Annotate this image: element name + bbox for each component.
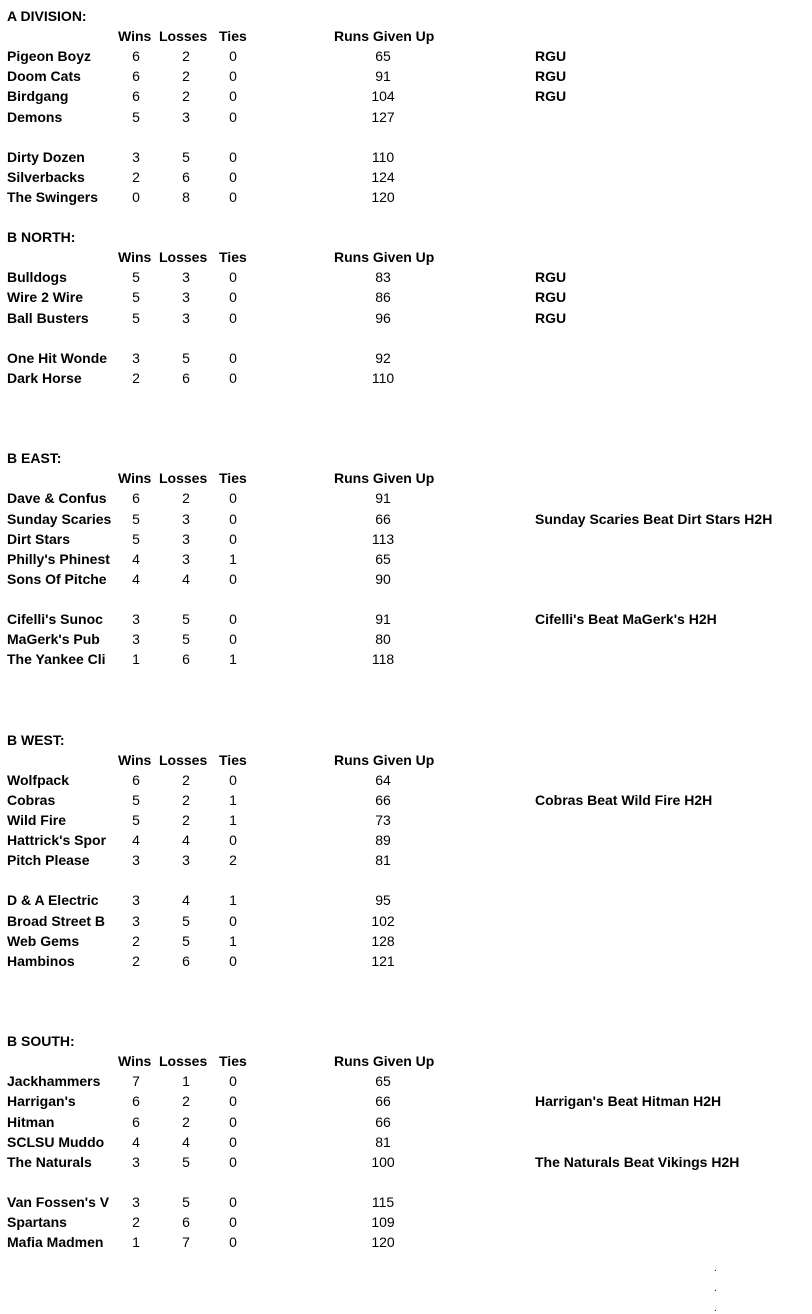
team-wins: 4 (132, 832, 140, 849)
team-row (0, 1091, 812, 1111)
team-row (0, 348, 812, 368)
team-wins: 2 (132, 932, 140, 949)
team-losses: 2 (182, 88, 190, 105)
team-row (0, 66, 812, 86)
team-wins: 6 (132, 68, 140, 85)
team-losses: 3 (182, 309, 190, 326)
team-runs-given-up: 64 (375, 771, 391, 788)
runs-given-up-header: Runs Given Up (334, 1053, 435, 1070)
team-runs-given-up: 109 (371, 1214, 395, 1230)
team-ties: 0 (229, 369, 237, 386)
team-runs-given-up: 118 (371, 651, 395, 668)
team-losses: 5 (182, 631, 190, 648)
team-wins: 1 (132, 651, 140, 668)
team-ties: 0 (229, 68, 237, 85)
team-ties: 0 (229, 771, 237, 788)
team-name: Dark Horse (7, 369, 82, 386)
team-runs-given-up: 102 (371, 912, 395, 929)
team-wins: 6 (132, 48, 140, 65)
team-row (0, 1152, 812, 1172)
runs-given-up-header: Runs Given Up (334, 751, 435, 768)
team-wins: 5 (132, 309, 140, 326)
team-row (0, 609, 812, 629)
team-wins: 5 (132, 812, 140, 828)
team-wins: 1 (132, 1234, 140, 1251)
team-ties: 0 (229, 309, 237, 326)
team-name: Jackhammers (7, 1073, 101, 1090)
wins-header: Wins (118, 249, 152, 266)
team-name: The Naturals (7, 1153, 92, 1170)
runs-given-up-header: Runs Given Up (334, 28, 435, 45)
team-runs-given-up: 83 (375, 269, 391, 286)
team-row (0, 1192, 812, 1212)
team-name: Dirt Stars (7, 530, 71, 547)
team-name: Cobras (7, 791, 56, 808)
team-runs-given-up: 113 (371, 530, 395, 547)
team-name: Harrigan's (7, 1093, 76, 1110)
team-wins: 3 (132, 852, 140, 869)
losses-header: Losses (159, 751, 208, 768)
team-wins: 7 (132, 1073, 140, 1090)
team-ties: 0 (229, 510, 237, 527)
team-runs-given-up: 120 (371, 1234, 395, 1251)
tiebreak-note: RGU (535, 269, 567, 286)
team-losses: 5 (182, 349, 190, 366)
team-losses: 6 (182, 952, 190, 969)
team-ties: 0 (229, 88, 237, 105)
team-row (0, 911, 812, 931)
team-name: D & A Electric (7, 892, 99, 909)
team-losses: 5 (182, 611, 190, 627)
team-wins: 2 (132, 168, 140, 185)
team-row (0, 167, 812, 187)
ties-header: Ties (219, 470, 247, 487)
wins-header: Wins (118, 470, 152, 487)
team-runs-given-up: 96 (375, 309, 391, 326)
team-wins: 4 (132, 570, 140, 587)
team-name: Sunday Scaries (7, 510, 112, 527)
team-wins: 3 (132, 892, 140, 909)
tiebreak-note: RGU (535, 88, 567, 105)
team-wins: 6 (132, 88, 140, 105)
losses-header: Losses (159, 249, 208, 266)
tiebreak-note: RGU (535, 68, 567, 85)
team-losses: 4 (182, 1133, 190, 1150)
team-ties: 0 (229, 1113, 237, 1130)
team-ties: 0 (229, 1193, 237, 1210)
team-runs-given-up: 89 (375, 832, 391, 849)
team-ties: 1 (229, 791, 237, 808)
team-name: Van Fossen's V (7, 1193, 110, 1210)
team-wins: 2 (132, 952, 140, 969)
team-row (0, 790, 812, 810)
team-losses: 2 (182, 771, 190, 788)
team-wins: 6 (132, 1093, 140, 1110)
team-name: Broad Street B (7, 912, 106, 929)
team-name: Mafia Madmen (7, 1234, 104, 1251)
team-row (0, 509, 812, 529)
team-ties: 0 (229, 912, 237, 929)
team-losses: 5 (182, 932, 190, 949)
tiebreak-note: RGU (535, 289, 567, 306)
team-row (0, 287, 812, 307)
team-ties: 0 (229, 1133, 237, 1150)
team-row (0, 1232, 812, 1252)
team-row (0, 368, 812, 388)
team-losses: 5 (182, 1153, 190, 1170)
team-wins: 3 (132, 631, 140, 648)
team-losses: 3 (182, 269, 190, 286)
team-losses: 6 (182, 651, 190, 668)
team-name: Pitch Please (7, 852, 90, 869)
ties-header: Ties (219, 28, 247, 45)
team-runs-given-up: 124 (371, 168, 395, 185)
team-name: Spartans (7, 1214, 67, 1230)
team-runs-given-up: 66 (375, 791, 391, 808)
tiebreak-note: RGU (535, 309, 567, 326)
team-ties: 0 (229, 530, 237, 547)
team-wins: 5 (132, 108, 140, 125)
team-runs-given-up: 65 (375, 550, 391, 567)
team-wins: 0 (132, 188, 140, 205)
division-title-row (0, 6, 812, 26)
team-wins: 5 (132, 791, 140, 808)
team-runs-given-up: 86 (375, 289, 391, 306)
team-row (0, 529, 812, 549)
team-name: Cifelli's Sunoc (7, 611, 103, 627)
team-runs-given-up: 91 (375, 490, 391, 507)
team-losses: 4 (182, 892, 190, 909)
team-name: Hitman (7, 1113, 55, 1130)
team-runs-given-up: 91 (375, 68, 391, 85)
team-losses: 3 (182, 108, 190, 125)
team-row (0, 187, 812, 207)
team-wins: 6 (132, 1113, 140, 1130)
division-title: B EAST: (7, 450, 62, 467)
division-title: A DIVISION: (7, 8, 87, 24)
team-ties: 0 (229, 349, 237, 366)
team-ties: 0 (229, 832, 237, 849)
team-row (0, 649, 812, 669)
team-wins: 4 (132, 550, 140, 567)
team-name: One Hit Wonde (7, 349, 108, 366)
team-runs-given-up: 91 (375, 611, 391, 627)
tiebreak-note: Cobras Beat Wild Fire H2H (535, 791, 713, 808)
team-name: Pigeon Boyz (7, 48, 92, 65)
team-losses: 1 (182, 1073, 190, 1090)
team-runs-given-up: 115 (371, 1193, 395, 1210)
team-runs-given-up: 81 (375, 1133, 391, 1150)
team-losses: 2 (182, 68, 190, 85)
team-row (0, 569, 812, 589)
team-runs-given-up: 92 (375, 349, 391, 366)
runs-given-up-header: Runs Given Up (334, 249, 435, 266)
division-title-row (0, 730, 812, 750)
wins-header: Wins (118, 28, 152, 45)
team-losses: 8 (182, 188, 190, 205)
team-wins: 5 (132, 510, 140, 527)
team-name: Hattrick's Spor (7, 832, 107, 849)
team-wins: 5 (132, 289, 140, 306)
team-losses: 6 (182, 369, 190, 386)
team-losses: 5 (182, 1193, 190, 1210)
team-row (0, 890, 812, 910)
team-row (0, 549, 812, 569)
team-ties: 1 (229, 932, 237, 949)
team-ties: 0 (229, 269, 237, 286)
team-wins: 2 (132, 369, 140, 386)
team-runs-given-up: 90 (375, 570, 391, 587)
team-runs-given-up: 66 (375, 1113, 391, 1130)
team-ties: 0 (229, 188, 237, 205)
wins-header: Wins (118, 1053, 152, 1070)
team-row (0, 1071, 812, 1091)
team-runs-given-up: 95 (375, 892, 391, 909)
team-runs-given-up: 100 (371, 1153, 395, 1170)
team-losses: 4 (182, 570, 190, 587)
team-losses: 3 (182, 289, 190, 306)
column-header-row (0, 750, 812, 770)
team-ties: 0 (229, 1214, 237, 1230)
team-losses: 5 (182, 148, 190, 165)
tiebreak-note: RGU (535, 48, 567, 65)
team-runs-given-up: 110 (371, 148, 395, 165)
team-losses: 3 (182, 530, 190, 547)
team-name: Birdgang (7, 88, 69, 105)
team-ties: 0 (229, 148, 237, 165)
team-name: Philly's Phinest (7, 550, 110, 567)
team-ties: 2 (229, 852, 237, 869)
team-row (0, 629, 812, 649)
runs-given-up-header: Runs Given Up (334, 470, 435, 487)
team-ties: 0 (229, 611, 237, 627)
team-ties: 0 (229, 952, 237, 969)
team-runs-given-up: 104 (371, 88, 395, 105)
team-runs-given-up: 65 (375, 48, 391, 65)
tiebreak-note: Sunday Scaries Beat Dirt Stars H2H (535, 510, 773, 527)
team-ties: 1 (229, 812, 237, 828)
team-row (0, 267, 812, 287)
team-name: The Yankee Cli (7, 651, 106, 668)
division-title: B WEST: (7, 731, 65, 748)
team-name: Dirty Dozen (7, 148, 85, 165)
team-wins: 2 (132, 1214, 140, 1230)
team-losses: 2 (182, 791, 190, 808)
team-row (0, 770, 812, 790)
team-runs-given-up: 127 (371, 108, 395, 125)
losses-header: Losses (159, 1053, 208, 1070)
team-row (0, 107, 812, 127)
team-wins: 5 (132, 269, 140, 286)
team-ties: 0 (229, 168, 237, 185)
team-row (0, 1212, 812, 1232)
division-title: B SOUTH: (7, 1033, 75, 1050)
ties-header: Ties (219, 249, 247, 266)
tiebreak-note: The Naturals Beat Vikings H2H (535, 1153, 740, 1170)
losses-header: Losses (159, 470, 208, 487)
team-row (0, 46, 812, 66)
team-name: Dave & Confus (7, 490, 107, 507)
team-losses: 3 (182, 510, 190, 527)
column-header-row (0, 1051, 812, 1071)
team-row (0, 86, 812, 106)
team-ties: 1 (229, 651, 237, 668)
column-header-row (0, 247, 812, 267)
team-ties: 0 (229, 631, 237, 648)
tiebreak-note: Cifelli's Beat MaGerk's H2H (535, 611, 717, 627)
team-name: MaGerk's Pub (7, 631, 100, 648)
team-name: Wire 2 Wire (7, 289, 83, 306)
team-name: Doom Cats (7, 68, 81, 85)
team-wins: 3 (132, 611, 140, 627)
team-wins: 3 (132, 912, 140, 929)
team-name: Wolfpack (7, 771, 69, 788)
team-row (0, 488, 812, 508)
team-losses: 3 (182, 852, 190, 869)
column-header-row (0, 468, 812, 488)
team-ties: 0 (229, 48, 237, 65)
team-row (0, 830, 812, 850)
trailing-mark: . (714, 1283, 717, 1294)
team-row (0, 1112, 812, 1132)
team-name: Hambinos (7, 952, 75, 969)
division-title-row (0, 227, 812, 247)
team-ties: 0 (229, 490, 237, 507)
team-row (0, 308, 812, 328)
team-runs-given-up: 73 (375, 812, 391, 828)
team-losses: 6 (182, 1214, 190, 1230)
team-ties: 0 (229, 1234, 237, 1251)
team-runs-given-up: 120 (371, 188, 395, 205)
ties-header: Ties (219, 751, 247, 768)
team-runs-given-up: 128 (371, 932, 395, 949)
team-losses: 2 (182, 1093, 190, 1110)
team-row (0, 951, 812, 971)
team-ties: 0 (229, 1093, 237, 1110)
team-row (0, 1132, 812, 1152)
division-title-row (0, 1031, 812, 1051)
team-losses: 6 (182, 168, 190, 185)
division-title: B NORTH: (7, 229, 76, 246)
team-losses: 2 (182, 490, 190, 507)
team-row (0, 931, 812, 951)
team-ties: 1 (229, 892, 237, 909)
team-wins: 3 (132, 1153, 140, 1170)
team-runs-given-up: 121 (371, 952, 395, 969)
team-name: Sons Of Pitche (7, 570, 107, 587)
wins-header: Wins (118, 751, 152, 768)
column-header-row (0, 26, 812, 46)
team-ties: 0 (229, 1153, 237, 1170)
team-name: The Swingers (7, 188, 99, 205)
team-losses: 2 (182, 1113, 190, 1130)
team-name: Bulldogs (7, 269, 67, 286)
team-wins: 4 (132, 1133, 140, 1150)
losses-header: Losses (159, 28, 208, 45)
team-ties: 0 (229, 1073, 237, 1090)
ties-header: Ties (219, 1053, 247, 1070)
team-losses: 3 (182, 550, 190, 567)
division-title-row (0, 448, 812, 468)
team-wins: 3 (132, 148, 140, 165)
team-wins: 3 (132, 349, 140, 366)
trailing-mark: . (714, 1263, 717, 1274)
tiebreak-note: Harrigan's Beat Hitman H2H (535, 1093, 722, 1110)
team-row (0, 810, 812, 830)
team-losses: 2 (182, 812, 190, 828)
team-losses: 5 (182, 912, 190, 929)
team-row (0, 850, 812, 870)
team-wins: 6 (132, 490, 140, 507)
team-name: SCLSU Muddo (7, 1133, 105, 1150)
team-ties: 0 (229, 289, 237, 306)
team-name: Silverbacks (7, 168, 85, 185)
team-runs-given-up: 110 (371, 369, 395, 386)
team-runs-given-up: 65 (375, 1073, 391, 1090)
team-runs-given-up: 81 (375, 852, 391, 869)
team-wins: 6 (132, 771, 140, 788)
team-ties: 0 (229, 108, 237, 125)
team-wins: 5 (132, 530, 140, 547)
team-losses: 7 (182, 1234, 190, 1251)
team-ties: 1 (229, 550, 237, 567)
team-losses: 2 (182, 48, 190, 65)
team-name: Demons (7, 108, 63, 125)
team-wins: 3 (132, 1193, 140, 1210)
trailing-mark: . (714, 1303, 717, 1314)
team-name: Ball Busters (7, 309, 89, 326)
team-losses: 4 (182, 832, 190, 849)
team-runs-given-up: 66 (375, 510, 391, 527)
team-name: Web Gems (7, 932, 80, 949)
team-row (0, 147, 812, 167)
team-name: Wild Fire (7, 812, 66, 828)
team-ties: 0 (229, 570, 237, 587)
team-runs-given-up: 66 (375, 1093, 391, 1110)
team-runs-given-up: 80 (375, 631, 391, 648)
